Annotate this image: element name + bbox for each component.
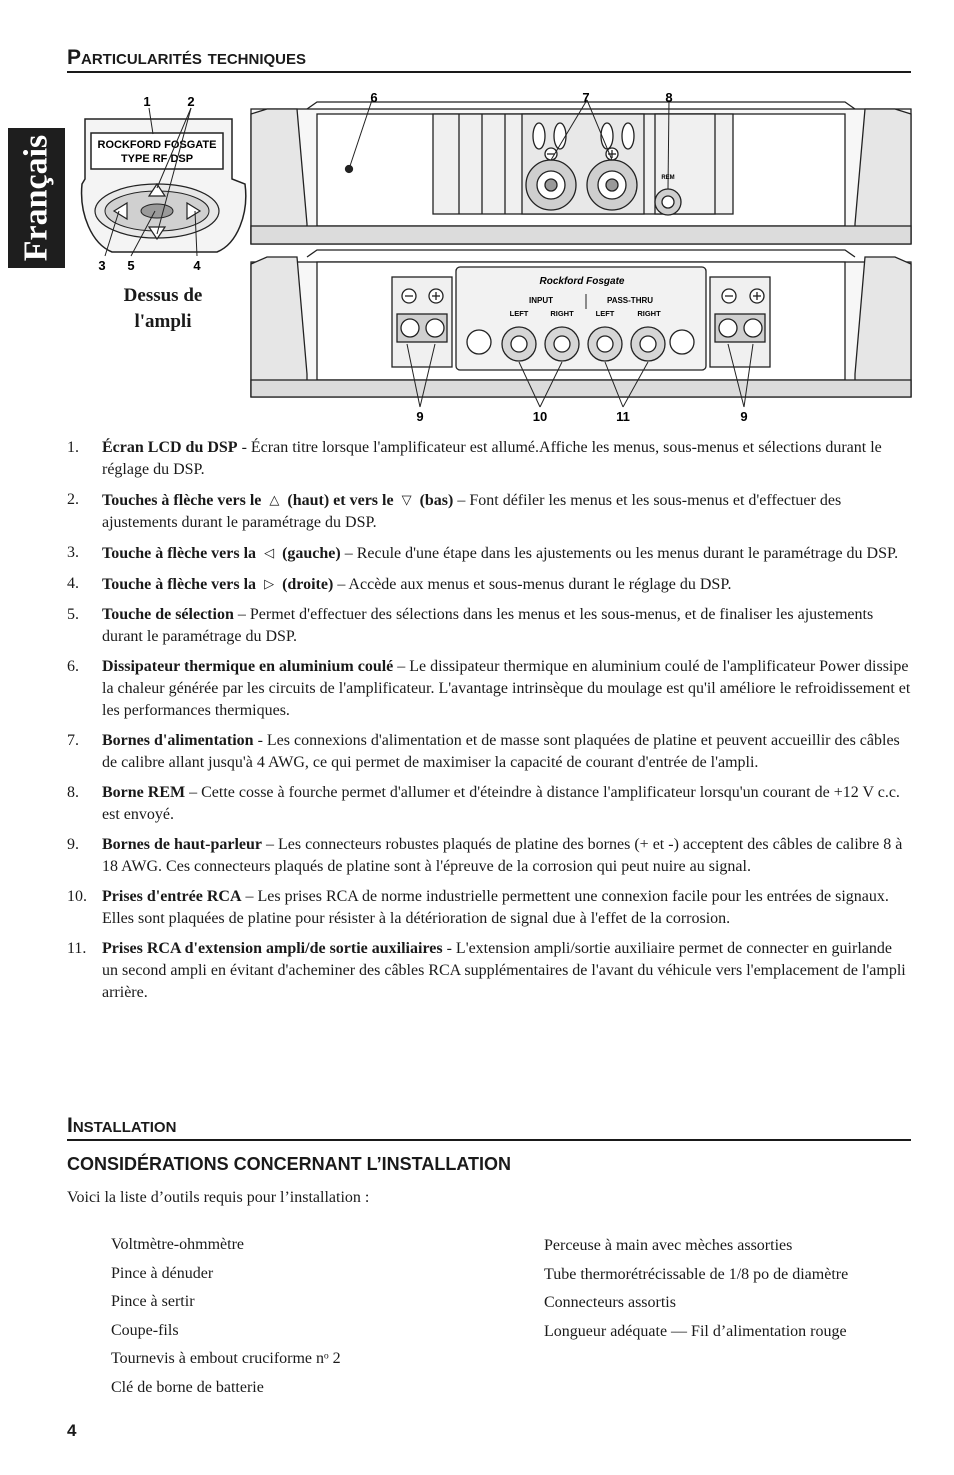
item-number: 2. — [67, 491, 79, 508]
list-item: Tube thermorétrécissable de 1/8 po de diamètre — [544, 1265, 849, 1283]
list-item — [67, 437, 911, 481]
callout-2: 2 — [187, 94, 195, 109]
tools-intro: Voici la liste d’outils requis pour l’installation : — [67, 1189, 370, 1206]
item-number: 8. — [67, 784, 79, 801]
item-term: (haut) et vers le — [287, 492, 394, 509]
callout-9-right: 9 — [740, 409, 748, 424]
item-number: 4. — [67, 575, 79, 592]
amplifier-diagram — [67, 84, 912, 429]
brand-logo-text: Rockford Fosgate — [539, 276, 625, 287]
lcd-line-1: ROCKFORD FOSGATE — [97, 139, 217, 151]
caption-line-1: Dessus de — [123, 285, 203, 306]
callout-6: 6 — [370, 90, 378, 105]
callout-9-left: 9 — [416, 409, 424, 424]
item-number: 5. — [67, 606, 79, 623]
list-item — [67, 489, 911, 534]
item-term: Touche à flèche vers la — [102, 576, 257, 593]
list-item: Pince à dénuder — [111, 1264, 214, 1282]
item-number: 3. — [67, 544, 79, 561]
list-item: Coupe-fils — [111, 1321, 179, 1339]
tools-list-left — [111, 1234, 441, 1405]
select-button-shape — [141, 204, 173, 218]
item-term: Bornes d'alimentation — [102, 732, 254, 749]
list-item — [67, 730, 911, 774]
diagram-caption — [100, 283, 226, 335]
item-number: 10. — [67, 888, 87, 905]
right-arrow-icon: ▷ — [264, 576, 275, 591]
list-item: Perceuse à main avec mèches assorties — [544, 1237, 793, 1254]
list-item: Tournevis à embout cruciforme nᵒ 2 — [111, 1350, 341, 1367]
item-number: 9. — [67, 836, 79, 853]
item-number: 11. — [67, 940, 87, 957]
list-item — [67, 573, 911, 596]
item-text: - Écran titre lorsque l'amplificateur est allumé.Affiche les menus, sous-menus et sélections durant le réglage du DSP. — [102, 439, 882, 478]
list-item — [67, 938, 911, 1004]
item-term: Prises d'entrée RCA — [102, 888, 242, 905]
section-title-installation: Installation — [67, 1114, 911, 1141]
page-number: 4 — [67, 1421, 77, 1440]
list-item — [67, 656, 911, 722]
language-side-tab — [8, 128, 65, 268]
side-tab-label: Français — [17, 134, 55, 262]
input-label: INPUT — [529, 296, 553, 305]
item-number: 6. — [67, 658, 79, 675]
passthru-label: PASS-THRU — [606, 296, 654, 305]
item-number: 1. — [67, 439, 79, 456]
item-term: Bornes de haut-parleur — [102, 836, 262, 853]
callout-11: 11 — [616, 409, 630, 424]
list-item — [67, 604, 911, 648]
callout-4: 4 — [193, 258, 201, 273]
callout-7: 7 — [582, 90, 590, 105]
callout-8: 8 — [665, 90, 673, 105]
input-left-label: LEFT — [509, 309, 529, 318]
left-arrow-icon: ◁ — [264, 545, 275, 560]
item-text: – Cette cosse à fourche permet d'allumer et d'éteindre à distance l'amplificateur lorsqu'un courant de +12 V c.c. est envoyé. — [102, 784, 900, 823]
up-arrow-icon: △ — [269, 492, 280, 507]
tools-list-right — [544, 1235, 894, 1349]
item-term: Touches à flèche vers le — [102, 492, 262, 509]
item-text: - L'extension ampli/sortie auxiliaire permet de connecter en guirlande un second ampli en évitant d'acheminer des câbles RCA supplémentaires de l'avant du véhicule vers l'emplacement de l'ampli arrière. — [102, 940, 906, 1001]
list-item — [67, 834, 911, 878]
list-item: Longueur adéquate — Fil d’alimentation rouge — [544, 1322, 847, 1340]
item-term: Dissipateur thermique en aluminium coulé — [102, 658, 394, 675]
item-text: – Recule d'une étape dans les ajustements ou les menus durant le paramétrage du DSP. — [340, 545, 899, 562]
rem-label: REM — [661, 175, 675, 181]
list-item: Pince à sertir — [111, 1293, 195, 1310]
input-right-label: RIGHT — [550, 309, 574, 318]
item-term: (droite) — [282, 576, 334, 593]
list-item — [67, 542, 911, 565]
dsp-control-pad — [82, 94, 246, 273]
down-arrow-icon: ▽ — [401, 492, 412, 507]
item-term: Borne REM — [102, 784, 186, 801]
item-text: – Les prises RCA de norme industrielle permettent une connexion facile pour les entrées de signaux. Elles sont plaquées de platine pour résister à la détérioration de signal due à l'effet de la corrosion. — [102, 888, 889, 927]
item-number: 7. — [67, 732, 79, 749]
item-text: – Le dissipateur thermique en aluminium coulé de l'amplificateur Power dissipe la chaleur générée par les circuits de l'amplificateur. L'avantage intrinsèque du moulage est qu'il améliore le refroidissement et les performances thermiques. — [102, 658, 911, 719]
caption-line-2: l'ampli — [134, 311, 192, 332]
amp-signal-end-view — [251, 250, 911, 407]
list-item — [67, 782, 911, 826]
item-term: Écran LCD du DSP — [102, 439, 238, 456]
item-term: Touche de sélection — [102, 606, 234, 623]
passthru-left-label: LEFT — [595, 309, 615, 318]
callout-5: 5 — [127, 258, 135, 273]
item-text: - Les connexions d'alimentation et de masse sont plaquées de platine et peuvent accueillir des câbles de calibre allant jusqu'à 4 AWG, ce qui permet de maximiser la capacité de courant d'entrée de l'ampli. — [102, 732, 900, 771]
item-term: (gauche) — [282, 545, 341, 562]
lcd-line-2: TYPE RF DSP — [120, 153, 194, 165]
list-item: Clé de borne de batterie — [111, 1378, 264, 1396]
item-text: – Font défiler les menus et les sous-menus et d'effectuer des ajustements durant le paramétrage du DSP. — [102, 492, 842, 531]
callout-1: 1 — [143, 94, 151, 109]
item-text: – Permet d'effectuer des sélections dans les menus et les sous-menus, et de finaliser les ajustements durant le paramétrage du DSP. — [102, 606, 874, 645]
subsection-title: CONSIDÉRATIONS CONCERNANT L’INSTALLATION — [67, 1154, 511, 1174]
item-term: Touche à flèche vers la — [102, 545, 257, 562]
item-term: (bas) — [419, 492, 454, 509]
item-term: Prises RCA d'extension ampli/de sortie auxiliaires — [102, 940, 443, 957]
item-text: – Les connecteurs robustes plaqués de platine des bornes (+ et -) acceptent des câbles de calibre 8 à 18 AWG. Ces connecteurs plaqués de platine sont à l'épreuve de la corrosion qui peut nuire au signal. — [102, 836, 903, 875]
feature-list — [67, 437, 911, 1012]
callout-3: 3 — [98, 258, 106, 273]
list-item: Connecteurs assortis — [544, 1294, 676, 1311]
list-item — [67, 886, 911, 930]
passthru-right-label: RIGHT — [637, 309, 661, 318]
callout-10: 10 — [532, 409, 548, 424]
amp-power-end-view — [251, 100, 911, 244]
list-item: Voltmètre-ohmmètre — [111, 1236, 244, 1253]
section-title-technical: Particularités techniques — [67, 46, 911, 73]
item-text: – Accède aux menus et sous-menus durant le réglage du DSP. — [333, 576, 732, 593]
